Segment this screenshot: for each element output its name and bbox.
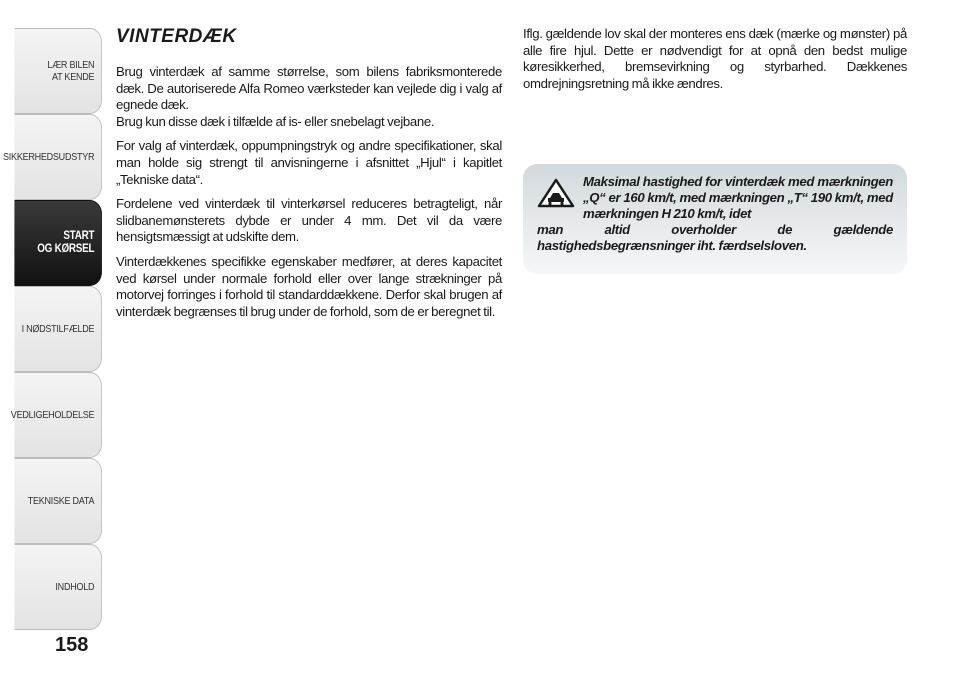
warning-box <box>523 164 907 274</box>
tab-label: INDHOLD <box>55 580 95 593</box>
tab-label: SIKKERHEDSUDSTYR <box>3 150 95 163</box>
tab-laer-bilen-at-kende[interactable] <box>14 28 102 114</box>
paragraph: Fordelene ved vinterdæk til vinterkørsel reduceres betragteligt, når slidbanemønsterets dybde er under 4 mm. Det vil da være hensigtsmæssigt at udskifte dem. <box>116 196 502 245</box>
paragraph: For valg af vinterdæk, oppumpningstryk og andre specifikationer, skal man holde sig strengt til anvisningerne i afsnittet „Hjul“ i kapitlet „Tekniske data“. <box>116 138 502 187</box>
tab-indhold[interactable] <box>14 544 102 630</box>
tab-label: START OG KØRSEL <box>37 229 95 255</box>
tab-label: VEDLIGEHOLDELSE <box>10 408 95 421</box>
page-number: 158 <box>55 634 89 656</box>
paragraph: Brug kun disse dæk i tilfælde af is- eller snebelagt vejbane. <box>116 113 435 129</box>
tab-label: I NØDSTILFÆLDE <box>21 322 95 335</box>
tab-sikkerhedsudstyr[interactable] <box>3 114 102 200</box>
tab-label: LÆR BILEN AT KENDE <box>47 58 95 83</box>
paragraph: Iflg. gældende lov skal der monteres ens dæk (mærke og mønster) på alle fire hjul. Dette er nødvendigt for at opnå den bedst mulige køresikkerhed, bremsevirkning og styrbarhed. Dækkenes omdrejningsretning må ikke ændres. <box>523 26 907 91</box>
tab-vedligeholdelse[interactable] <box>10 372 102 458</box>
warning-text-rest: man altid overholder de gældende hastighedsbegrænsninger iht. færdselsloven. <box>537 222 893 253</box>
tab-i-nodstilfaelde[interactable] <box>14 286 102 372</box>
paragraph: Brug vinterdæk af samme størrelse, som bilens fabriksmonterede dæk. De autoriserede Alfa Romeo værksteder kan vejlede dig i valg af egnede dæk. <box>116 64 502 113</box>
tab-tekniske-data[interactable] <box>14 458 102 544</box>
tab-label: TEKNISKE DATA <box>27 494 95 507</box>
right-column <box>523 26 907 100</box>
warning-triangle-icon <box>537 178 575 208</box>
left-column <box>116 26 502 328</box>
warning-text <box>537 174 893 254</box>
paragraph: Vinterdækkenes specifikke egenskaber medfører, at deres kapacitet ved kørsel under normale forhold eller over lange strækninger på motorvej forringes i forhold til standarddækkene. Derfor skal brugen af vinterdæk begrænses til brug under de forhold, som de er beregnet til. <box>116 253 502 319</box>
tab-start-og-korsel[interactable] <box>14 200 102 286</box>
section-heading: VINTERDÆK <box>116 26 237 47</box>
warning-text-indented: Maksimal hastighed for vinterdæk med mærkningen „Q“ er 160 km/t, med mærkningen „T“ 190 km/t, med mærkningen H 210 km/t, idet <box>583 174 893 221</box>
